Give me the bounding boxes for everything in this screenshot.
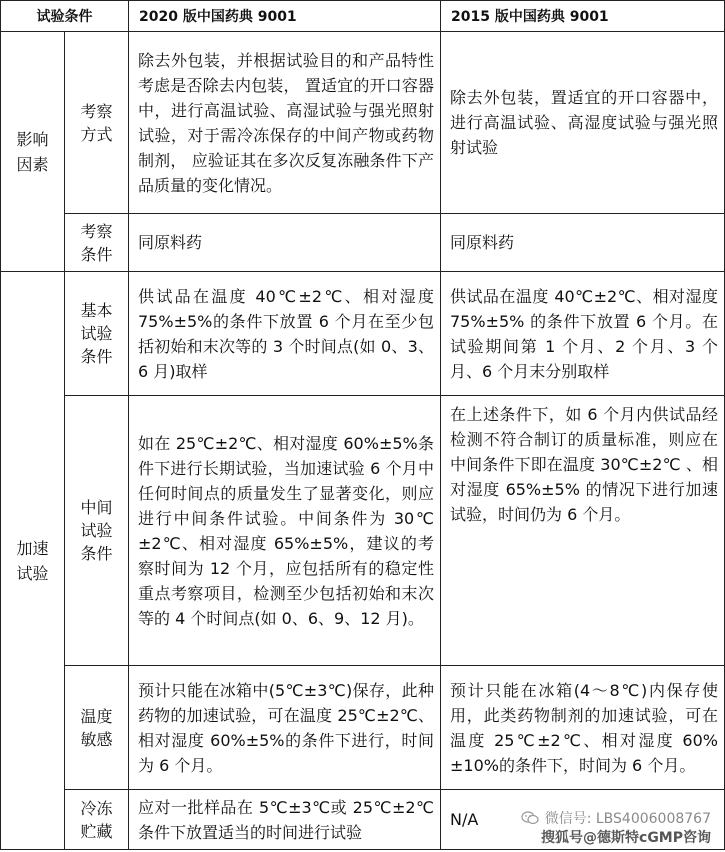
table-row [1,666,725,790]
cell-2020: 除去外包装，并根据试验目的和产品特性考虑是否除去内包装， 置适宜的开口容器中，进行高温试验、高湿试验与强光照射试验，对于需冷冻保存的中间产物或药物制剂， 应验证其在多次反复冻融条件下产品质量的变化情况。 [129,32,441,214]
cell-2020: 应对一批样品在 5℃±3℃或 25℃±2℃条件下放置适当的时间进行试验 [129,790,441,850]
table-row [1,396,725,666]
wechat-icon [521,811,539,825]
row-label: 考察条件 [65,214,129,272]
header-2015: 2015 版中国药典 9001 [441,1,725,32]
row-label: 冷冻贮藏 [65,790,129,850]
cell-2015: 除去外包装，置适宜的开口容器中，进行高温试验、高湿度试验与强光照射试验 [441,32,725,214]
category-label: 加速试验 [16,538,49,583]
cell-2020: 如在 25℃±2℃、相对湿度 60%±5%条件下进行长期试验，当加速试验 6 个月中任何时间点的质量发生了显著变化，则应进行中间条件试验。中间条件为 30℃±2℃、相对湿度 65%±5%，建议的考察时间为 12 个月，应包括所有的稳定性重点考察项目，检测至少包括初始和末次等的 4 个时间点(如 0、6、9、12 月)。 [129,396,441,666]
cell-2015: 预计只能在冰箱(4～8℃)内保存使用，此类药物制剂的加速试验，可在温度 25℃±2℃、相对湿度 60%±10%的条件下，时间为 6 个月。 [441,666,725,790]
row-label: 中间试验条件 [65,396,129,666]
cell-2015: 供试品在温度 40℃±2℃、相对湿度 75%±5% 的条件下放置 6 个月。在试验期间第 1 个月、2 个月、3 个月、6 个月末分别取样 [441,272,725,396]
watermark [521,810,711,848]
watermark-sohu: 搜狐号@德斯特cGMP咨询 [541,830,711,846]
cell-2020: 供试品在温度 40℃±2℃、相对湿度 75%±5%的条件下放置 6 个月在至少包括初始和末次等的 3 个时间点(如 0、3、6 月)取样 [129,272,441,396]
table-row [1,272,725,396]
cell-2015: 同原料药 [441,214,725,272]
cell-2020: 同原料药 [129,214,441,272]
category-influence-factors [1,32,65,272]
row-label: 温度敏感 [65,666,129,790]
table-row [1,214,725,272]
table-row [1,32,725,214]
cell-2015: 在上述条件下，如 6 个月内供试品经检测不符合制订的质量标准，则应在中间条件下即在温度 30℃±2℃ 、相对湿度 65%±5% 的情况下进行加速试验，时间仍为 6 个月。 [441,396,725,666]
header-condition: 试验条件 [1,1,129,32]
header-row [1,1,725,32]
row-label: 基本试验条件 [65,272,129,396]
cell-2015: N/A [441,790,725,850]
watermark-wechat-line [521,810,711,829]
header-2020: 2020 版中国药典 9001 [129,1,441,32]
watermark-wechat: 微信号: LBS4006008767 [544,811,711,827]
category-accelerated-test [1,272,65,850]
row-label: 考察方式 [65,32,129,214]
category-label: 影响因素 [16,129,49,174]
cell-2020: 预计只能在冰箱中(5℃±3℃)保存，此种药物的加速试验，可在温度 25℃±2℃、相对湿度 60%±5%的条件下进行，时间为 6 个月。 [129,666,441,790]
